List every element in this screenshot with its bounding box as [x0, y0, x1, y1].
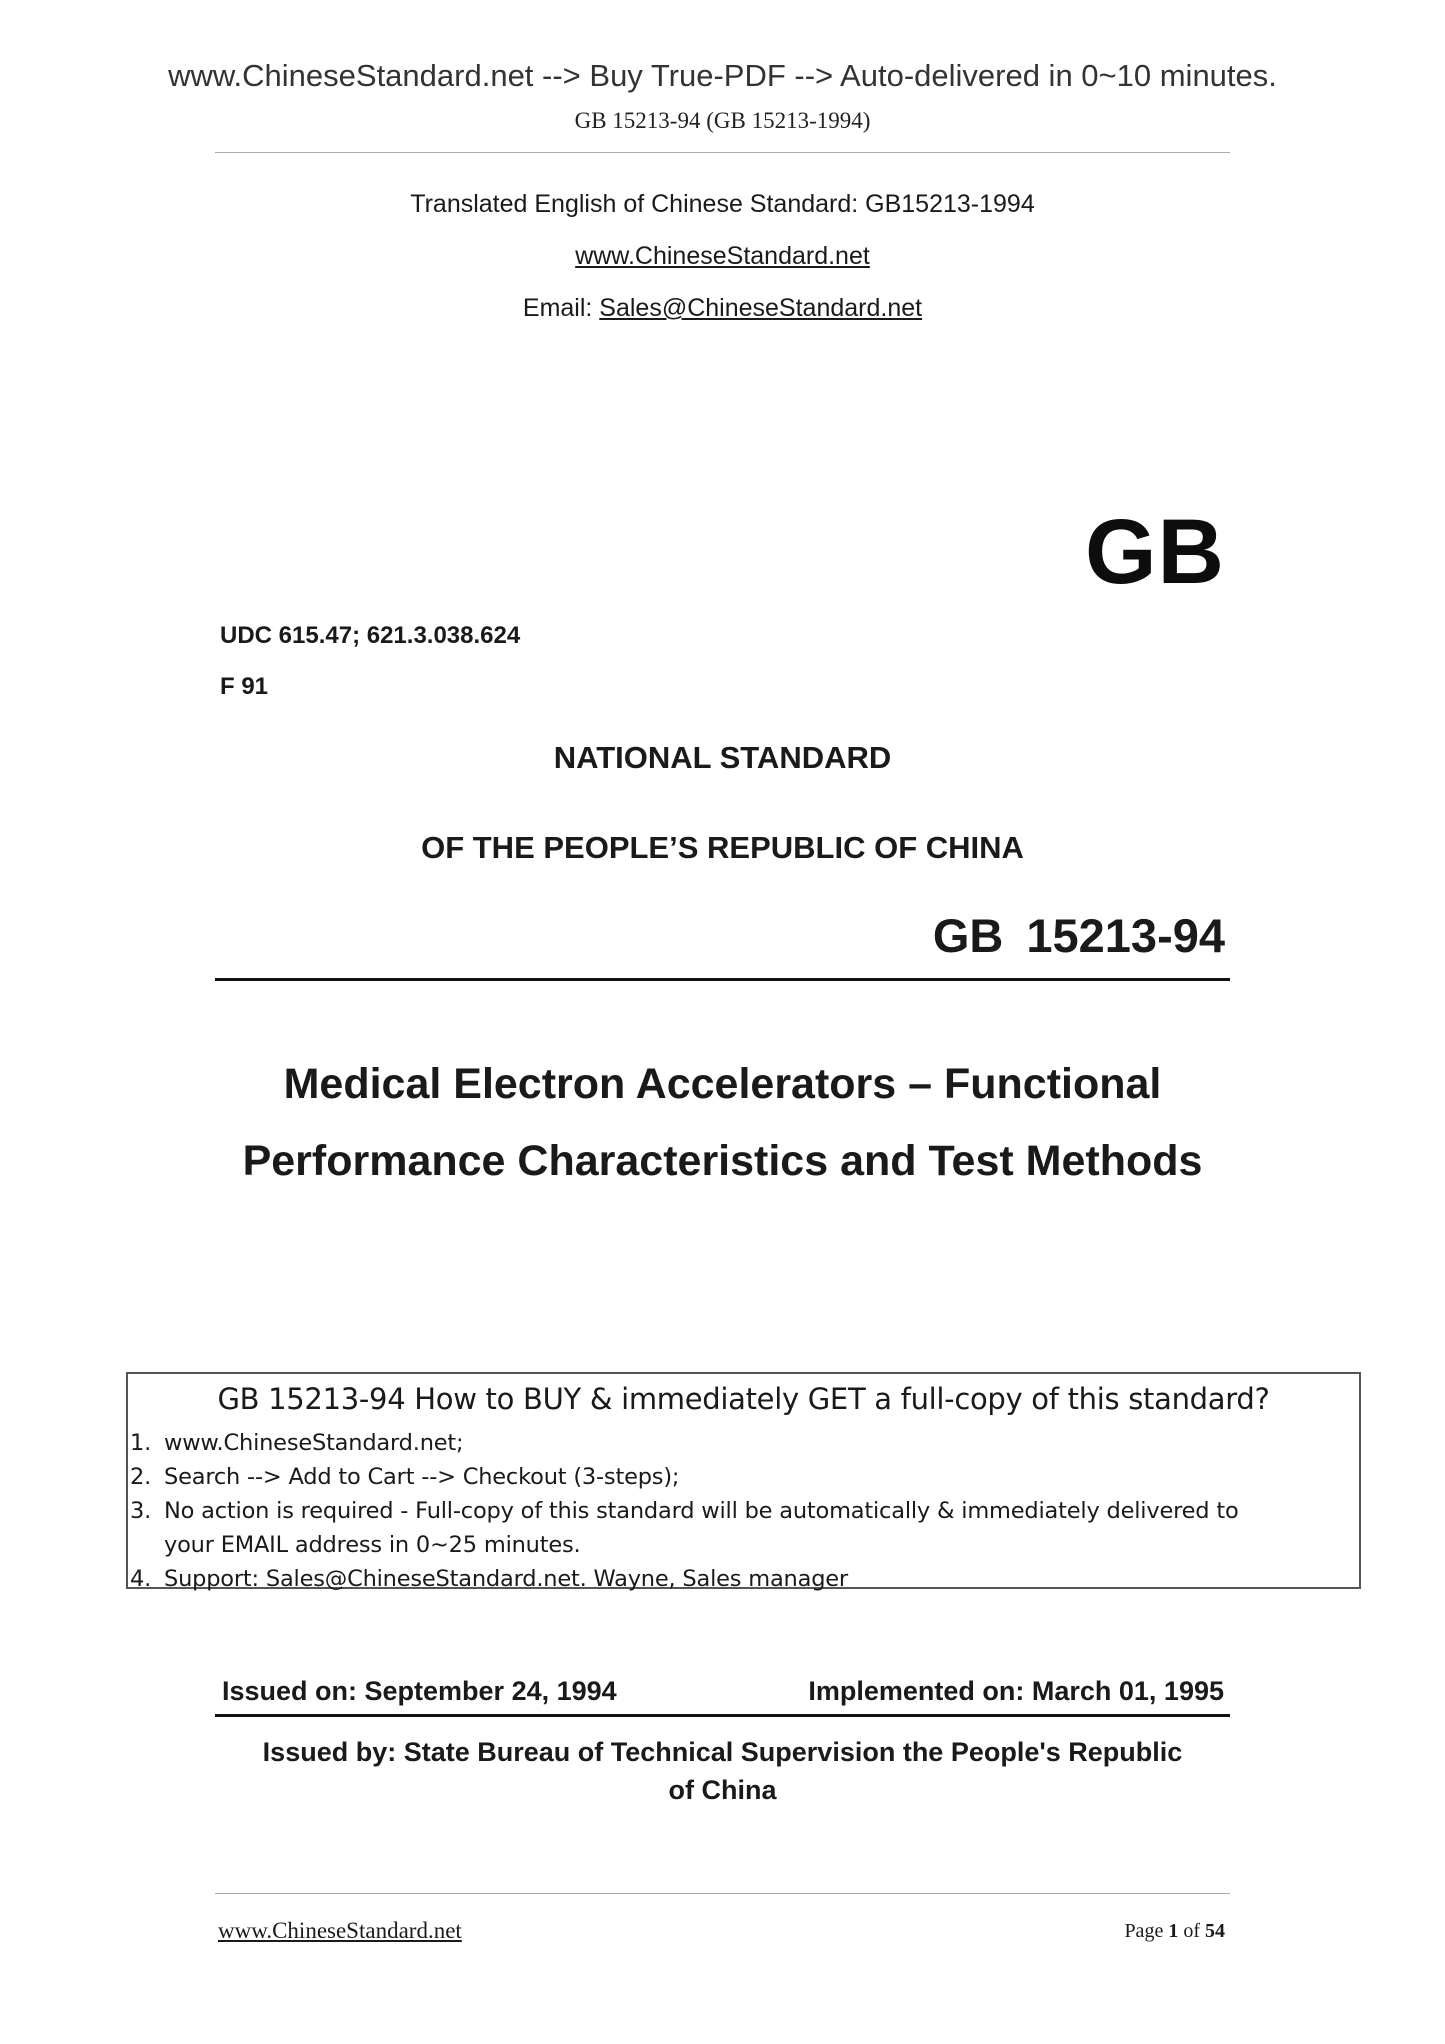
list-item-text: Support: Sales@ChineseStandard.net. Wayne, Sales manager — [164, 1566, 848, 1592]
issue-divider — [215, 1714, 1230, 1717]
list-item-text: Search --> Add to Cart --> Checkout (3-steps); — [164, 1464, 680, 1490]
list-item — [130, 1528, 1239, 1562]
issued-on-date: Issued on: September 24, 1994 — [222, 1676, 617, 1706]
list-item — [130, 1460, 1239, 1494]
list-item-number: 2. — [130, 1464, 152, 1490]
email-link[interactable]: Sales@ChineseStandard.net — [599, 294, 923, 322]
issued-by — [215, 1733, 1230, 1809]
list-item-text[interactable]: www.ChineseStandard.net; — [164, 1430, 464, 1456]
document-title-line2: Performance Characteristics and Test Methods — [242, 1137, 1203, 1185]
purchase-info-box — [126, 1372, 1361, 1592]
header-divider — [215, 152, 1230, 153]
list-item — [130, 1426, 1239, 1460]
list-item-text: No action is required - Full-copy of this standard will be automatically & immediately delivered to — [164, 1498, 1239, 1524]
purchase-box-heading: GB 15213-94 How to BUY & immediately GET a full-copy of this standard? — [217, 1382, 1270, 1416]
title-divider — [215, 978, 1230, 981]
list-item-text: your EMAIL address in 0~25 minutes. — [164, 1532, 581, 1558]
footer-website-link[interactable]: www.ChineseStandard.net — [218, 1918, 462, 1943]
national-standard-line2: OF THE PEOPLE’S REPUBLIC OF CHINA — [421, 830, 1024, 865]
list-item-number: 1. — [130, 1430, 152, 1456]
page-label: Page — [1124, 1920, 1169, 1942]
list-item-number: 3. — [130, 1498, 152, 1524]
issued-by-line2: of China — [668, 1775, 777, 1805]
email-label: Email: — [522, 294, 600, 322]
list-item — [130, 1562, 1239, 1596]
page-total: 54 — [1205, 1920, 1225, 1942]
header-standard-code: GB 15213-94 (GB 15213-1994) — [574, 108, 871, 133]
translated-line: Translated English of Chinese Standard: GB15213-1994 — [410, 190, 1035, 218]
classification-code: F 91 — [220, 673, 269, 700]
standard-number: GB 15213-94 — [932, 909, 1225, 962]
email-line — [0, 294, 1445, 323]
list-item-number: 4. — [130, 1566, 152, 1592]
purchase-steps-list — [130, 1426, 1239, 1596]
top-banner: www.ChineseStandard.net --> Buy True-PDF --> Auto-delivered in 0~10 minutes. — [168, 58, 1277, 93]
website-link[interactable]: www.ChineseStandard.net — [575, 242, 870, 270]
issued-by-line1: Issued by: State Bureau of Technical Supervision the People's Republic — [262, 1737, 1183, 1767]
gb-mark: GB — [1085, 501, 1225, 603]
page-indicator — [1124, 1920, 1225, 1943]
page-of: of — [1178, 1920, 1205, 1942]
national-standard-line1: NATIONAL STANDARD — [553, 740, 892, 775]
implemented-on-date: Implemented on: March 01, 1995 — [808, 1676, 1224, 1706]
udc-code: UDC 615.47; 621.3.038.624 — [220, 622, 521, 649]
list-item — [130, 1494, 1239, 1528]
footer-divider — [215, 1893, 1230, 1894]
page-current: 1 — [1168, 1920, 1179, 1942]
website-line — [0, 242, 1445, 271]
document-title-line1: Medical Electron Accelerators – Functional — [283, 1060, 1162, 1108]
